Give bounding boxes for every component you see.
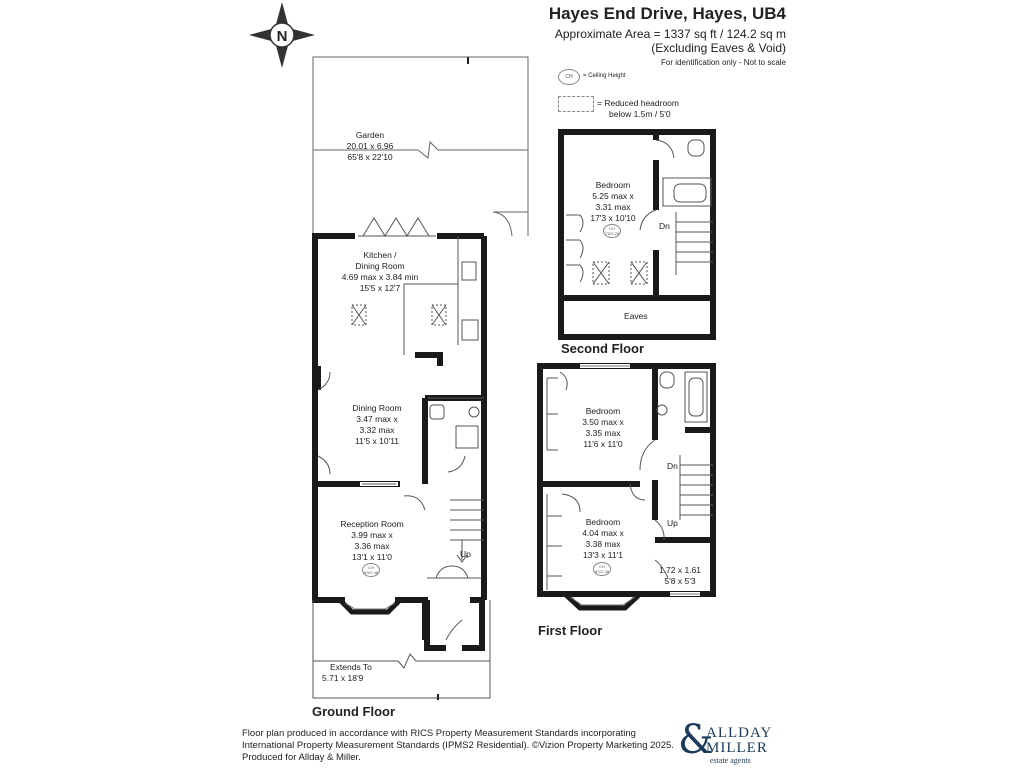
dining-label <box>332 403 422 447</box>
reception-imperial: 13'1 x 11'0 <box>352 552 392 562</box>
allday-miller-logo <box>678 717 788 766</box>
footer-line3: Produced for Allday & Miller. <box>242 752 361 763</box>
compass-letter: N <box>276 28 288 45</box>
garden-imperial: 65'8 x 22'10 <box>347 152 393 162</box>
front-extends-label <box>322 662 372 684</box>
first-bedroom2-imperial: 13'3 x 11'1 <box>583 550 623 560</box>
first-bedroom2-metric1: 4.04 max x <box>582 528 624 538</box>
first-stairs-up: Up <box>667 518 678 528</box>
ground-stairs-up: Up <box>460 549 471 559</box>
ceiling-height-key-label: = Ceiling Height <box>583 73 626 79</box>
front-extends-name: Extends To <box>330 662 372 672</box>
logo-line1: ALLDAY <box>706 725 773 741</box>
second-floor-label: Second Floor <box>561 341 645 356</box>
footer-disclaimer <box>242 728 674 764</box>
second-bedroom-label <box>580 180 646 224</box>
second-floor-walls <box>561 132 713 337</box>
kitchen-imperial: 15'5 x 12'7 <box>359 283 401 293</box>
footer-line2: International Property Measurement Standards (IPMS2 Residential). ©Vizion Property Marketing 2025. <box>242 740 674 751</box>
box-room-imperial: 5'8 x 5'3 <box>664 576 696 586</box>
ground-floor-label: Ground Floor <box>312 704 396 719</box>
reception-ceiling-height: CH 8'0/2.46 <box>363 565 379 575</box>
kitchen-name2: Dining Room <box>355 261 405 271</box>
first-bedroom1-label <box>570 406 636 450</box>
logo-ampersand: & <box>678 717 714 763</box>
first-bedroom2-name: Bedroom <box>585 517 621 527</box>
first-bedroom1-metric1: 3.50 max x <box>582 417 624 427</box>
reception-label <box>322 519 422 563</box>
dining-metric1: 3.47 max x <box>356 414 398 424</box>
dining-imperial: 11'5 x 10'11 <box>354 436 400 446</box>
ceiling-height-symbol: CH <box>565 74 573 80</box>
reception-metric2: 3.36 max <box>354 541 390 551</box>
garden-label <box>320 130 420 163</box>
logo-line2: MILLER <box>706 740 768 756</box>
second-bedroom-name: Bedroom <box>595 180 631 190</box>
first-bedroom1-metric2: 3.35 max <box>585 428 621 438</box>
box-room-metric: 1.72 x 1.61 <box>658 565 702 575</box>
identification-note: For identification only - Not to scale <box>661 58 786 67</box>
kitchen-metric: 4.69 max x 3.84 min <box>341 272 419 282</box>
reduced-headroom-line1: = Reduced headroom <box>597 98 679 108</box>
kitchen-name1: Kitchen / <box>363 250 397 260</box>
approximate-area: Approximate Area = 1337 sq ft / 124.2 sq m <box>554 27 786 41</box>
area-exclusion-note: (Excluding Eaves & Void) <box>651 41 786 55</box>
kitchen-label <box>320 250 440 294</box>
ground-bay-window <box>340 600 400 612</box>
property-address-title: Hayes End Drive, Hayes, UB4 <box>548 4 786 23</box>
garden-name: Garden <box>355 130 385 140</box>
box-room-label <box>652 565 708 587</box>
first-bedroom1-name: Bedroom <box>585 406 621 416</box>
first-bedroom2-ceiling-height: CH 8'1/2.46 <box>594 564 610 574</box>
dining-metric2: 3.32 max <box>359 425 395 435</box>
eaves-label: Eaves <box>624 311 648 321</box>
second-bedroom-metric1: 5.25 max x <box>592 191 634 201</box>
second-stairs-down: Dn <box>659 221 670 231</box>
dining-name: Dining Room <box>352 403 402 413</box>
logo-line3: estate agents <box>710 756 751 765</box>
first-floor-label: First Floor <box>538 623 603 638</box>
first-stairs-down: Dn <box>667 461 678 471</box>
second-bedroom-metric2: 3.31 max <box>595 202 631 212</box>
reception-metric1: 3.99 max x <box>351 530 393 540</box>
first-bedroom2-metric2: 3.38 max <box>585 539 621 549</box>
front-extends-metric: 5.71 x 18'9 <box>322 673 364 683</box>
second-bedroom-ceiling-height: CH 7'5/2.20 <box>604 226 620 236</box>
first-bedroom1-imperial: 11'6 x 11'0 <box>583 439 623 449</box>
footer-line1: Floor plan produced in accordance with RICS Property Measurement Standards incorporating <box>242 728 636 739</box>
reception-name: Reception Room <box>340 519 404 529</box>
first-bedroom2-label <box>570 517 636 561</box>
garden-metric: 20.01 x 6.96 <box>346 141 394 151</box>
second-bedroom-imperial: 17'3 x 10'10 <box>590 213 636 223</box>
reduced-headroom-line2: below 1.5m / 5'0 <box>609 109 671 119</box>
